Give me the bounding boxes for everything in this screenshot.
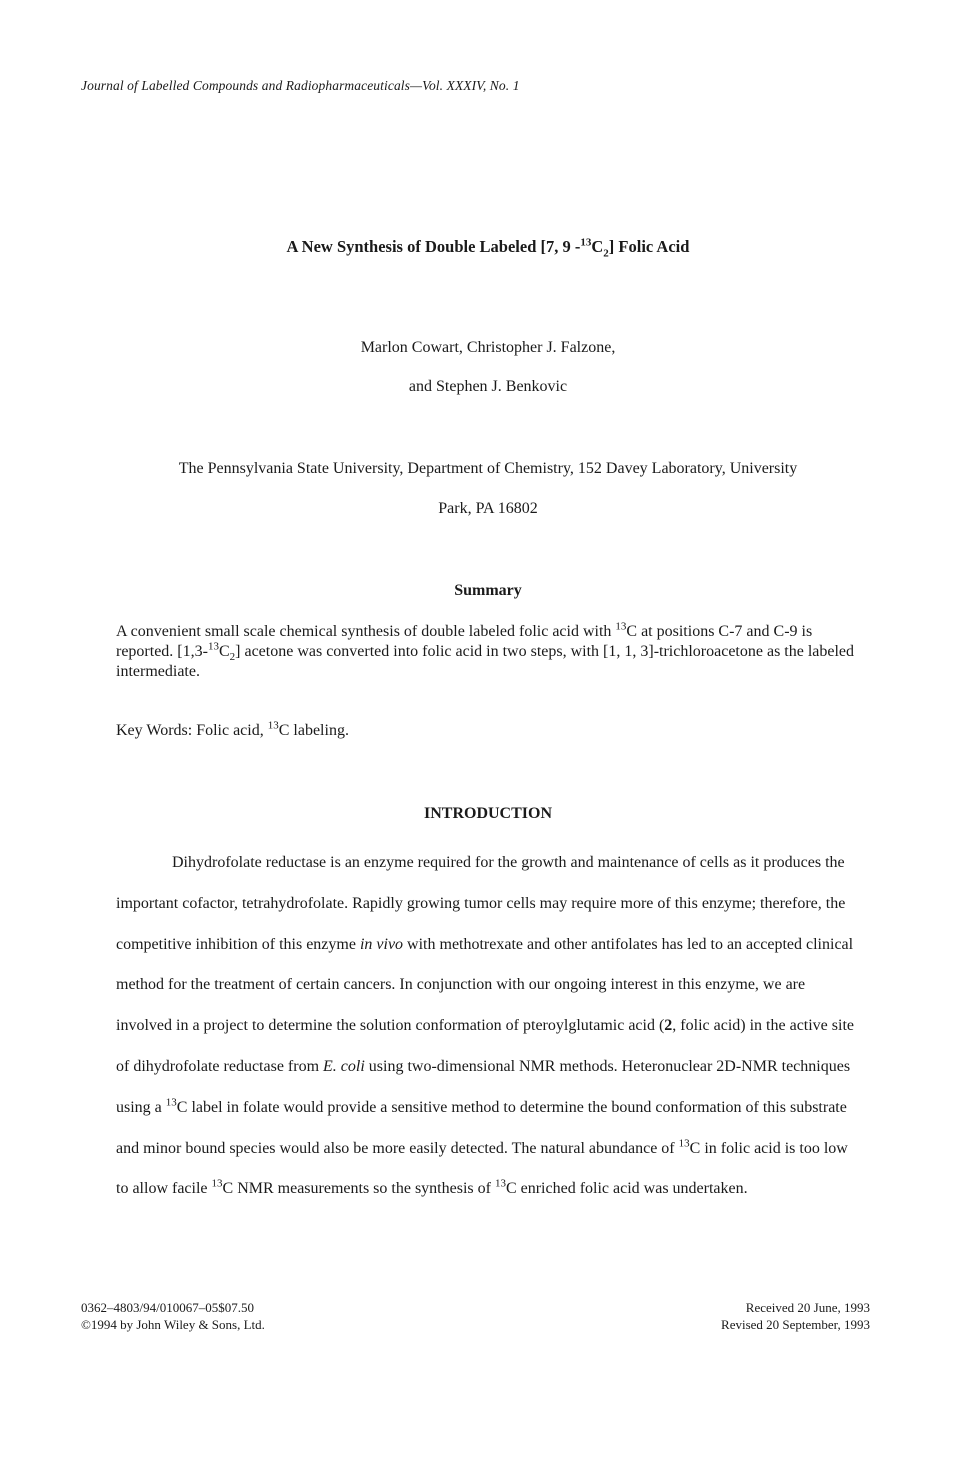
affiliation-line-2: Park, PA 16802 xyxy=(438,500,538,517)
journal-header: Journal of Labelled Compounds and Radiopharmaceuticals—Vol. XXXIV, No. 1 xyxy=(81,78,520,93)
introduction-body xyxy=(116,843,861,1210)
footer-right xyxy=(721,1299,870,1333)
introduction-heading: INTRODUCTION xyxy=(423,805,552,822)
summary-text: A convenient small scale chemical synthesis of double labeled folic acid with $^{13}$C at positions C-7 and C-9 is reported. $[1,3-^{13}C_2]$ acetone was converted into folic acid in two steps, with [1, 1, 3]-trichloroacetone as the labeled intermediate. xyxy=(116,620,855,680)
authors-line-1: Marlon Cowart, Christopher J. Falzone, xyxy=(360,339,616,356)
authors-line-2: and Stephen J. Benkovic xyxy=(408,378,568,395)
paper-title: A New Synthesis of Double Labeled [7, 9 $-^{13}C_2$] Folic Acid xyxy=(286,236,690,260)
received-date: Received 20 June, 1993 xyxy=(745,1300,870,1315)
footer-left xyxy=(81,1299,265,1333)
revised-date: Revised 20 September, 1993 xyxy=(721,1317,870,1332)
copyright: ©1994 by John Wiley & Sons, Ltd. xyxy=(81,1317,265,1332)
summary-heading: Summary xyxy=(454,582,522,599)
keywords: Key Words: Folic acid, $^{13}$C labeling. xyxy=(116,719,349,739)
issn-code: 0362–4803/94/010067–05$07.50 xyxy=(81,1300,254,1315)
affiliation-line-1: The Pennsylvania State University, Department of Chemistry, 152 Davey Laboratory, University xyxy=(178,460,798,477)
introduction-paragraph: Dihydrofolate reductase is an enzyme required for the growth and maintenance of cells as it produces the important cofactor, tetrahydrofolate. Rapidly growing tumor cells may require more of this enzyme; therefore, the competitive inhibition of this enzyme in vivo with methotrexate and other antifolates has led to an accepted clinical method for the treatment of certain cancers. In conjunction with our ongoing interest in this enzyme, we are involved in a project to determine the solution conformation of pteroylglutamic acid (2, folic acid) in the active site of dihydrofolate reductase from E. coli using two-dimensional NMR methods. Heteronuclear 2D-NMR techniques using a $^{13}$C label in folate would provide a sensitive method to determine the bound conformation of this substrate and minor bound species would also be more easily detected. The natural abundance of $^{13}$C in folic acid is too low to allow facile $^{13}$C NMR measurements so the synthesis of $^{13}$C enriched folic acid was undertaken. xyxy=(116,854,854,1198)
